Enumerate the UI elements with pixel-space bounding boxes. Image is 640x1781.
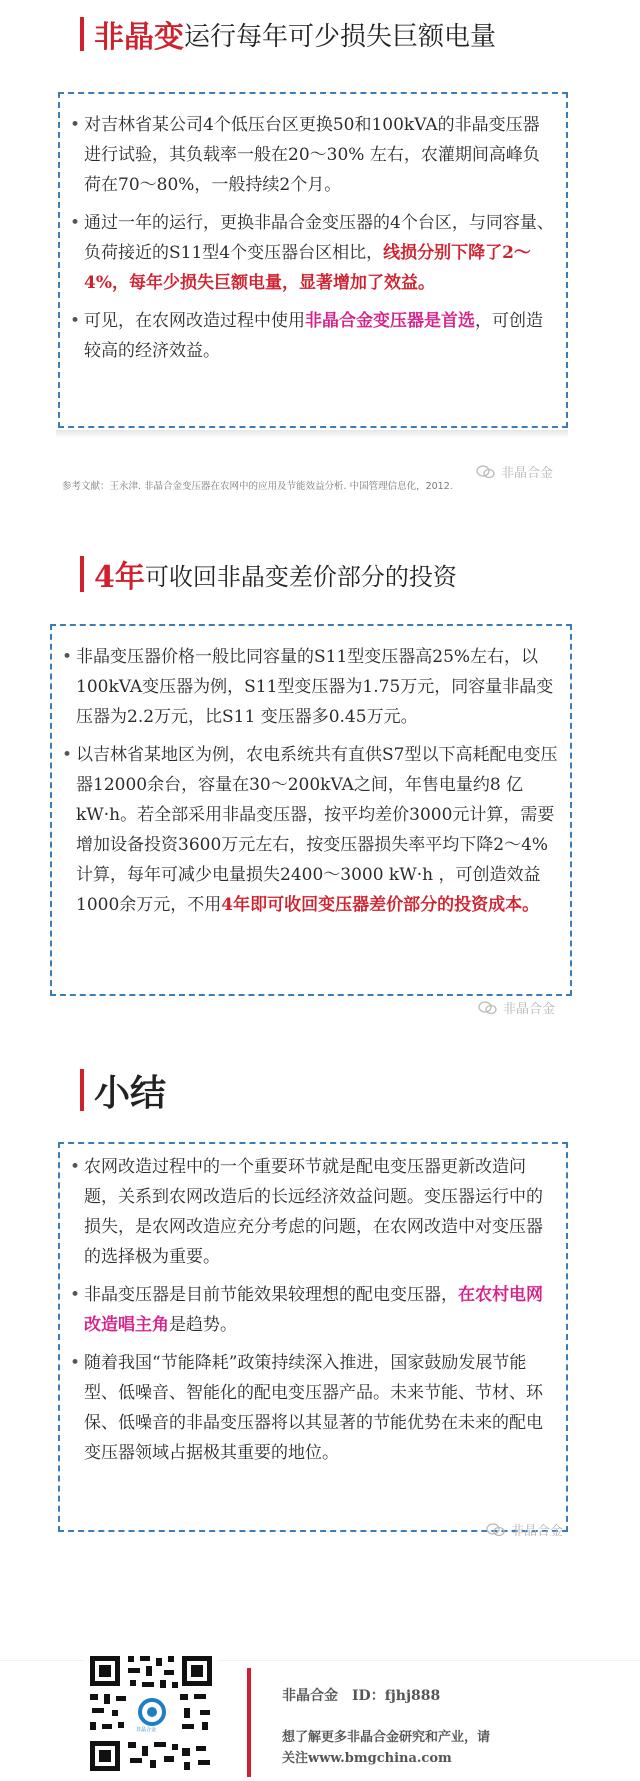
title-accent-bar: [80, 17, 84, 51]
title-accent-bar: [80, 1069, 84, 1111]
emphasis-text: 在农村电网改造唱主角: [84, 1285, 543, 1335]
section2-title: [80, 552, 457, 596]
section1-title-highlight: 非晶变: [94, 20, 184, 55]
section3-box: [58, 1142, 568, 1532]
section2-box: [50, 624, 572, 996]
title-accent-bar: [80, 556, 84, 592]
list-item: • 农网改造过程中的一个重要环节就是配电变压器更新改造问题，关系到农网改造后的长远经济效益问题。变压器运行中的损失，是农网改造应充分考虑的问题，在农网改造中对变压器的选择极为重要。: [70, 1152, 554, 1272]
reference-text: 参考文献：王永津. 非晶合金变压器在农网中的应用及节能效益分析. 中国管理信息化，2012.: [62, 481, 453, 492]
list-item: • 通过一年的运行，更换非晶合金变压器的4个台区，与同容量、负荷接近的S11型4个变压器台区相比，线损分别下降了2～4%，每年少损失巨额电量，显著增加了效益。: [70, 208, 554, 298]
list-item: • 以吉林省某地区为例，农电系统共有直供S7型以下高耗配电变压器12000余台，容量在30～200kVA之间，年售电量约8 亿kW·h。若全部采用非晶变压器，按平均差价3000元计算，需要增加设备投资3600万元左右，按变压器损失率平均下降2～4%计算，每年可减少电量损失2400～3000 kW·h ，可创造效益1000余万元，不用4年即可收回变压器差价部分的投资成本。: [62, 740, 558, 920]
section2-title-text: 可收回非晶变差价部分的投资: [144, 562, 457, 591]
section1-box: [58, 92, 568, 428]
section1-title-text: 运行每年可少损失巨额电量: [184, 21, 497, 52]
section3-title: [80, 1064, 166, 1116]
emphasis-text: 非晶合金变压器是首选: [305, 311, 475, 331]
qr-code-icon: [84, 1650, 218, 1777]
watermark: 非晶合金: [476, 462, 553, 481]
list-item: • 可见，在农网改造过程中使用非晶合金变压器是首选，可创造较高的经济效益。: [70, 306, 554, 366]
list-item: • 随着我国“节能降耗”政策持续深入推进，国家鼓励发展节能型、低噪音、智能化的配电变压器产品。未来节能、节材、环保、低噪音的非晶变压器将以其显著的节能优势在未来的配电变压器领域占据极其重要的地位。: [70, 1348, 554, 1468]
wechat-icon: [486, 1523, 506, 1537]
watermark: 非晶合金: [486, 1520, 563, 1539]
qr-logo-text: 非晶合金: [136, 1727, 157, 1733]
emphasis-text: 4年即可收回变压器差价部分的投资成本。: [221, 895, 540, 915]
list-item: • 非晶变压器是目前节能效果较理想的配电变压器，在农村电网改造唱主角是趋势。: [70, 1280, 554, 1340]
footer-line2[interactable]: 关注www.bmgchina.com: [282, 1751, 452, 1766]
section3-title-text: 小结: [94, 1071, 167, 1114]
footer-account: 非晶合金 ID：fjhj888: [282, 1688, 441, 1704]
footer-line1: 想了解更多非晶合金研究和产业，请: [282, 1730, 491, 1745]
list-item: • 对吉林省某公司4个低压台区更换50和100kVA的非晶变压器进行试验，其负载率一般在20～30% 左右，农灌期间高峰负荷在70～80%，一般持续2个月。: [70, 110, 554, 200]
qr-code[interactable]: [84, 1650, 218, 1777]
section2-title-highlight: 4年: [94, 560, 145, 595]
box-shadow: [56, 430, 568, 438]
section1-title: [80, 14, 496, 54]
emphasis-text: 线损分别下降了2～4%，每年少损失巨额电量，显著增加了效益。: [84, 243, 531, 293]
footer-accent-bar: [247, 1668, 251, 1777]
wechat-icon: [476, 465, 496, 479]
list-item: • 非晶变压器价格一般比同容量的S11型变压器高25%左右，以100kVA变压器为例，S11型变压器为1.75万元，同容量非晶变压器为2.2万元，比S11 变压器多0.45万元。: [62, 642, 558, 732]
wechat-icon: [478, 1001, 498, 1015]
watermark: 非晶合金: [478, 998, 555, 1017]
